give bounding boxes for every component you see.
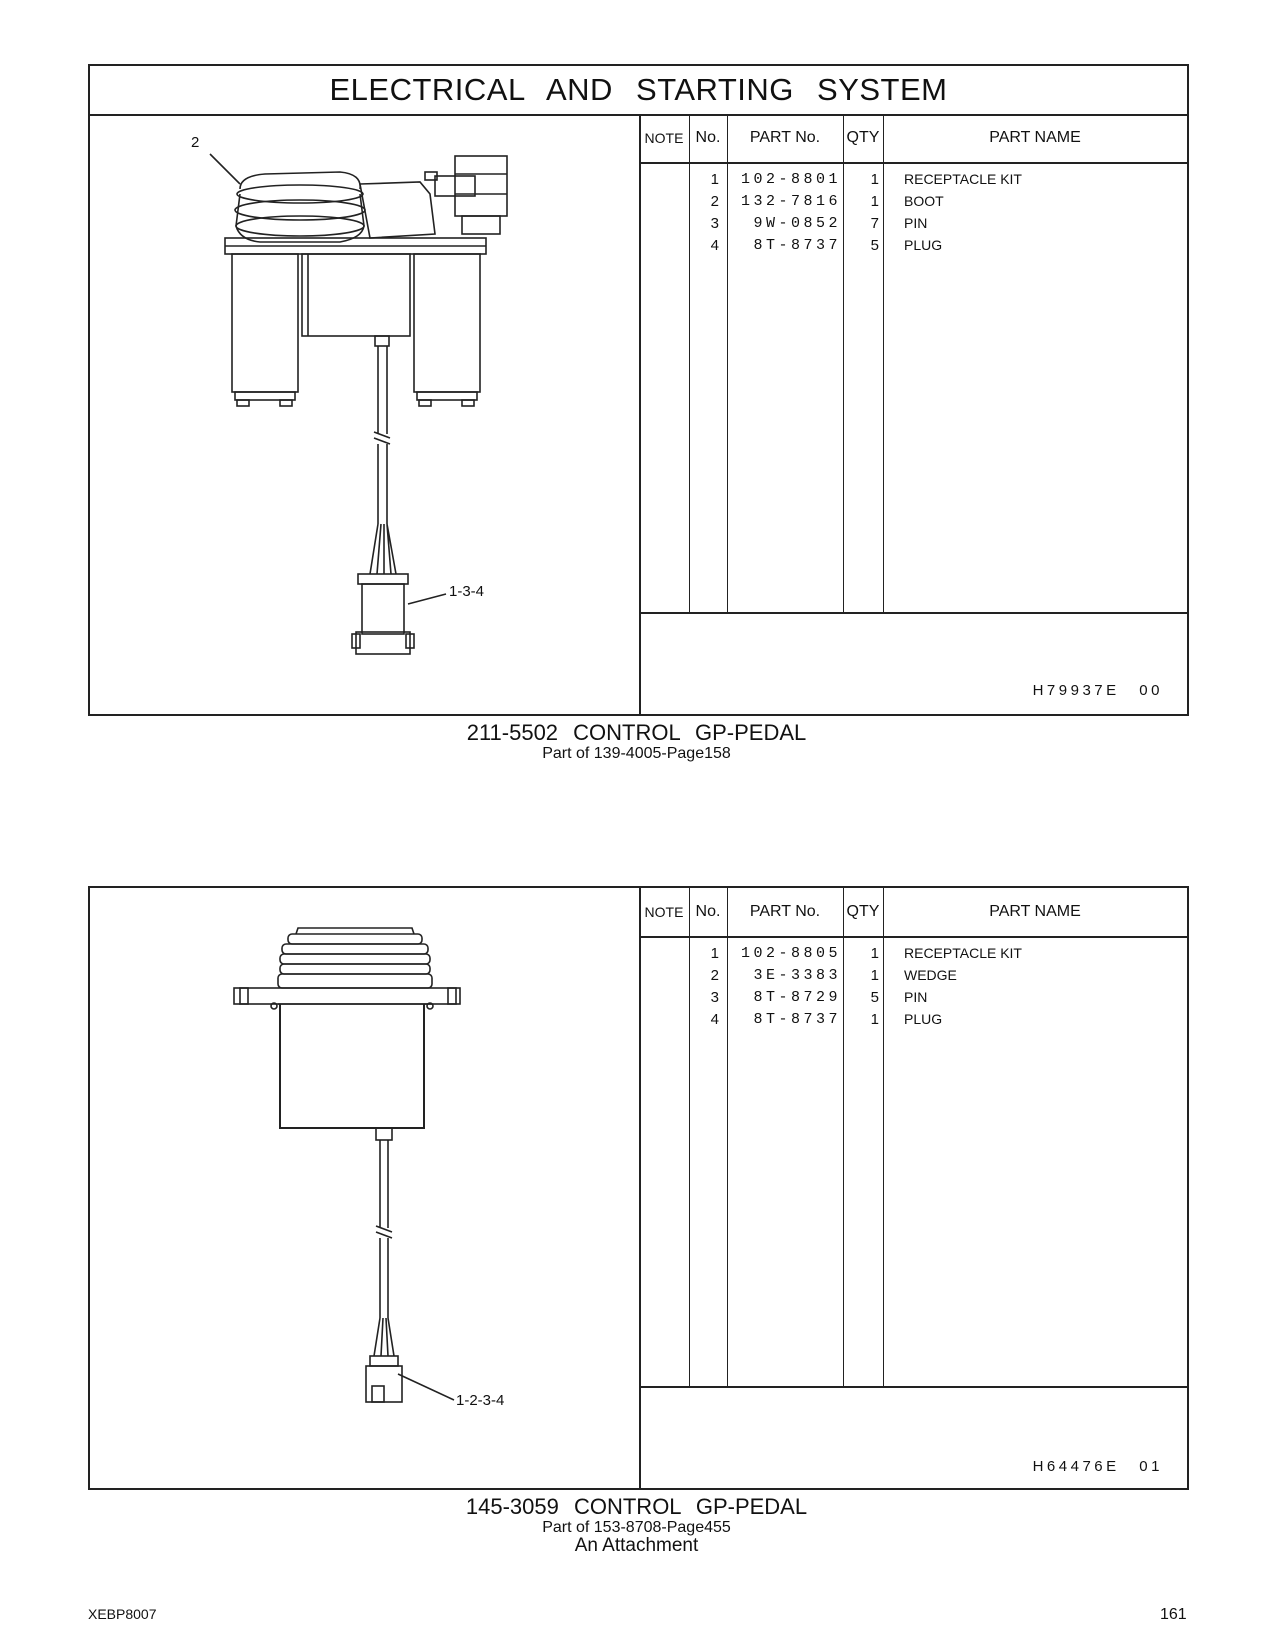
part-number: 102-8805 [740, 945, 841, 962]
callout-label: 1-3-4 [449, 583, 485, 600]
parts-panel-1 [88, 64, 1189, 716]
parts-panel-2 [88, 886, 1189, 1490]
parts-illustration-2 [90, 888, 641, 1488]
part-name: RECEPTACLE KIT [904, 945, 1022, 961]
part-name: WEDGE [904, 967, 957, 983]
drawing-code: H79937E 00 [1032, 682, 1163, 699]
pedal-control-drawing-1 [90, 114, 639, 714]
part-name: PLUG [904, 237, 943, 253]
callout-label: 1-2-3-4 [456, 1392, 505, 1409]
part-name: RECEPTACLE KIT [904, 171, 1022, 187]
table-header [639, 114, 1187, 164]
item-number: 2 [710, 193, 719, 210]
table-row [639, 233, 1187, 256]
table-row [639, 1007, 1187, 1030]
item-number: 4 [710, 1011, 719, 1028]
part-number: 8T-8737 [753, 1011, 841, 1028]
part-number: 8T-8729 [753, 989, 841, 1006]
header-qty: QTY [846, 903, 880, 920]
item-number: 1 [710, 945, 719, 962]
group-caption: 145-3059 CONTROL GP-PEDAL [465, 1494, 808, 1519]
pedal-control-drawing-2 [90, 888, 639, 1488]
table-row [639, 985, 1187, 1008]
quantity: 1 [870, 171, 879, 188]
header-note: NOTE [644, 904, 684, 920]
parts-table-1 [639, 114, 1187, 714]
part-number: 9W-0852 [753, 215, 841, 232]
section-title: ELECTRICAL AND STARTING SYSTEM [90, 66, 1187, 116]
drawing-code: H64476E 01 [1032, 1458, 1163, 1475]
part-name: BOOT [904, 193, 944, 209]
quantity: 1 [870, 945, 879, 962]
table-row [639, 167, 1187, 190]
header-part-name: PART NAME [989, 129, 1081, 146]
item-number: 2 [710, 967, 719, 984]
part-name: PIN [904, 989, 928, 1005]
quantity: 1 [870, 1011, 879, 1028]
part-number: 8T-8737 [753, 237, 841, 254]
table-row [639, 963, 1187, 986]
header-no: No. [695, 129, 721, 146]
header-part-name: PART NAME [989, 903, 1081, 920]
quantity: 5 [870, 237, 879, 254]
parts-table-2 [639, 888, 1187, 1488]
page-number: 161 [1160, 1606, 1187, 1623]
item-number: 3 [710, 215, 719, 232]
group-subcaption: Part of 139-4005-Page158 [542, 745, 731, 762]
part-number: 132-7816 [740, 193, 841, 210]
item-number: 4 [710, 237, 719, 254]
table-row [639, 189, 1187, 212]
header-part-no: PART No. [749, 903, 821, 920]
header-no: No. [695, 903, 721, 920]
part-number: 102-8801 [740, 171, 841, 188]
item-number: 1 [710, 171, 719, 188]
quantity: 7 [870, 215, 879, 232]
document-code: XEBP8007 [88, 1606, 157, 1622]
header-note: NOTE [644, 130, 684, 146]
group-subcaption: Part of 153-8708-Page455 [542, 1519, 731, 1536]
parts-illustration-1 [90, 114, 641, 714]
item-number: 3 [710, 989, 719, 1006]
quantity: 5 [870, 989, 879, 1006]
table-row [639, 941, 1187, 964]
part-number: 3E-3383 [753, 967, 841, 984]
table-row [639, 211, 1187, 234]
table-header [639, 888, 1187, 938]
quantity: 1 [870, 967, 879, 984]
header-qty: QTY [846, 129, 880, 146]
callout-label: 2 [191, 134, 200, 151]
header-part-no: PART No. [749, 129, 821, 146]
part-name: PIN [904, 215, 928, 231]
group-subcaption-attachment: An Attachment [574, 1535, 699, 1556]
part-name: PLUG [904, 1011, 943, 1027]
quantity: 1 [870, 193, 879, 210]
group-caption: 211-5502 CONTROL GP-PEDAL [466, 720, 807, 745]
